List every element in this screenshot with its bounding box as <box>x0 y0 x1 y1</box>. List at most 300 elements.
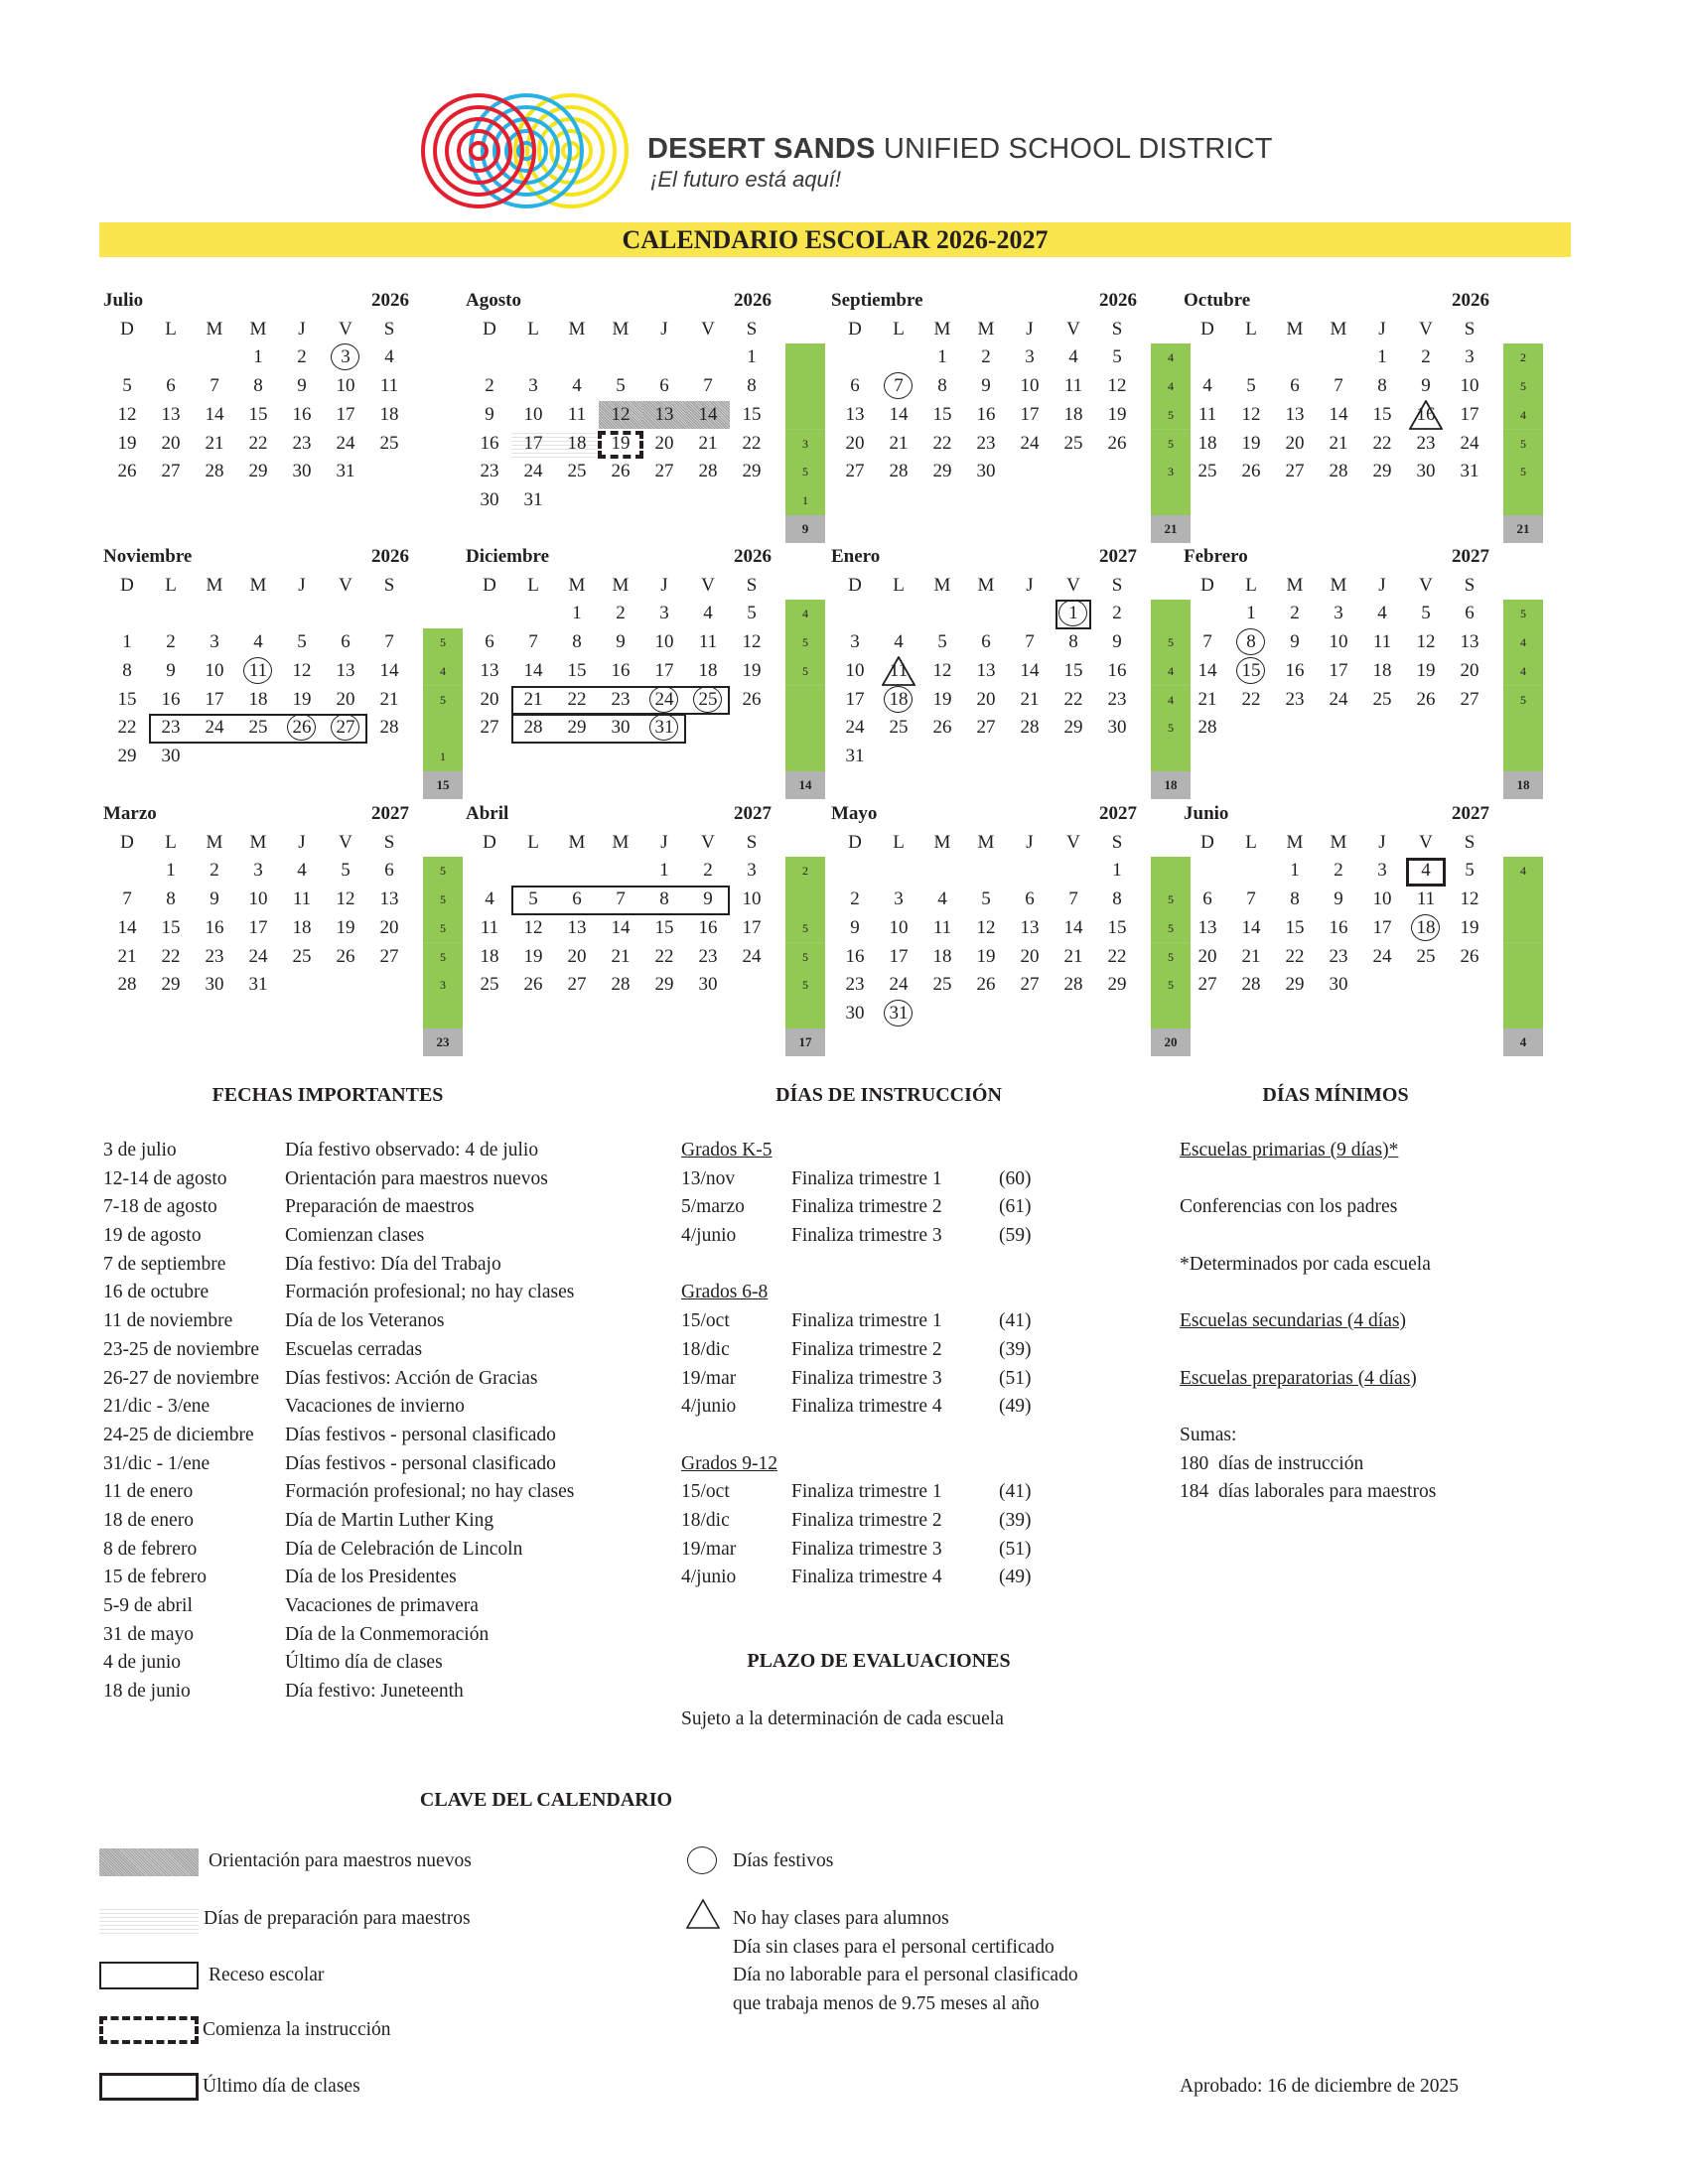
day-cell <box>280 943 324 972</box>
day-number: 8 <box>937 375 947 397</box>
day-number: 15 <box>1107 916 1127 938</box>
plazo-text: Sujeto a la determinación de cada escuela <box>681 1708 1004 1729</box>
day-number: 4 <box>1377 603 1387 624</box>
day-number: 25 <box>889 717 909 739</box>
month-name: Abril <box>466 803 509 824</box>
month-instruction-total: 21 <box>1503 515 1543 544</box>
trimester-date: 5/marzo <box>681 1196 745 1218</box>
fecha-date: 18 de junio <box>103 1681 191 1703</box>
trimester-row <box>681 1478 1078 1507</box>
weekday-label: S <box>746 831 758 853</box>
fecha-desc: Escuelas cerradas <box>285 1338 423 1360</box>
day-cell <box>964 430 1008 459</box>
weekday-label: M <box>977 831 995 853</box>
day-cell <box>236 886 280 914</box>
day-cell <box>1186 971 1229 1000</box>
day-cell <box>1186 372 1229 401</box>
day-number: 8 <box>122 659 132 681</box>
day-number: 23 <box>845 974 865 996</box>
day-cell <box>280 401 324 430</box>
day-number: 11 <box>1372 631 1392 653</box>
day-cell <box>555 628 599 657</box>
day-cell <box>920 714 964 743</box>
day-number: 18 <box>567 432 587 454</box>
day-number: 6 <box>981 631 991 653</box>
day-cell <box>1448 430 1491 459</box>
day-number: 16 <box>161 688 181 710</box>
day-cell <box>236 401 280 430</box>
month-julio <box>99 287 472 545</box>
day-cell <box>833 401 877 430</box>
day-cell <box>1273 914 1317 943</box>
day-number: 19 <box>1416 659 1436 681</box>
day-cell <box>105 971 149 1000</box>
week-instruction-days: 4 <box>785 600 825 629</box>
weekday-label: M <box>612 831 630 853</box>
key-no-clases-4: que trabaja menos de 9.75 meses al año <box>733 1993 1040 2015</box>
day-number: 7 <box>616 888 626 910</box>
day-number: 30 <box>480 488 499 510</box>
fecha-date: 3 de julio <box>103 1140 177 1160</box>
day-cell <box>964 886 1008 914</box>
day-number: 28 <box>1020 717 1040 739</box>
day-number: 21 <box>1241 945 1261 967</box>
day-cell <box>730 686 774 715</box>
month-mayo <box>827 800 1199 1058</box>
weekday-label: J <box>660 318 668 340</box>
weekday-label: M <box>568 318 586 340</box>
key-preparacion: Días de preparación para maestros <box>204 1908 471 1929</box>
day-number: 19 <box>523 945 543 967</box>
day-cell <box>1008 686 1052 715</box>
day-number: 9 <box>166 659 176 681</box>
fecha-date: 5-9 de abril <box>103 1595 193 1616</box>
day-cell <box>468 886 511 914</box>
day-number: 7 <box>703 375 713 397</box>
day-cell <box>599 686 642 715</box>
day-cell <box>193 628 236 657</box>
day-number: 20 <box>1020 945 1040 967</box>
day-cell <box>555 914 599 943</box>
day-cell <box>193 914 236 943</box>
day-cell <box>236 857 280 886</box>
day-number: 16 <box>845 945 865 967</box>
day-cell <box>730 628 774 657</box>
week-instruction-days <box>423 714 463 744</box>
day-cell <box>193 886 236 914</box>
day-number: 13 <box>845 403 865 425</box>
fecha-date: 12-14 de agosto <box>103 1167 227 1189</box>
week-instruction-days <box>1503 971 1543 1001</box>
day-number: 21 <box>1329 432 1348 454</box>
day-cell <box>877 430 920 459</box>
trimester-date: 4/junio <box>681 1396 737 1418</box>
day-cell <box>367 686 411 715</box>
weekday-label: D <box>848 574 862 596</box>
trimester-date: 18/dic <box>681 1338 730 1360</box>
day-number: 18 <box>1063 403 1083 425</box>
day-number: 30 <box>698 974 718 996</box>
weekday-label: L <box>893 318 905 340</box>
day-cell <box>367 343 411 372</box>
day-number: 9 <box>1112 631 1122 653</box>
day-number: 26 <box>932 717 952 739</box>
trimester-days: (39) <box>999 1509 1032 1531</box>
day-number: 11 <box>1197 403 1217 425</box>
day-cell <box>1052 943 1095 972</box>
trimester-date: 4/junio <box>681 1225 737 1247</box>
day-cell <box>555 686 599 715</box>
day-cell <box>1229 886 1273 914</box>
weekday-label: L <box>165 574 177 596</box>
day-cell <box>236 943 280 972</box>
day-cell <box>1273 628 1317 657</box>
week-instruction-days: 5 <box>1151 714 1191 744</box>
day-number: 17 <box>1460 403 1479 425</box>
day-cell <box>280 886 324 914</box>
day-number: 25 <box>480 974 499 996</box>
day-number: 9 <box>981 375 991 397</box>
day-cell <box>1229 401 1273 430</box>
day-number: 12 <box>742 631 762 653</box>
day-number: 12 <box>932 659 952 681</box>
day-cell <box>730 657 774 686</box>
week-instruction-days: 5 <box>1151 971 1191 1001</box>
day-number: 10 <box>336 375 355 397</box>
day-number: 1 <box>122 631 132 653</box>
trimester-row <box>681 1507 1078 1536</box>
day-cell <box>642 971 686 1000</box>
day-cell <box>686 686 730 715</box>
day-number: 26 <box>523 974 543 996</box>
week-instruction-days: 5 <box>1503 600 1543 629</box>
no-school-triangle-icon <box>685 1898 721 1930</box>
day-cell <box>511 628 555 657</box>
trimester-days: (51) <box>999 1367 1032 1389</box>
day-cell <box>642 372 686 401</box>
fecha-date: 31 de mayo <box>103 1623 194 1645</box>
day-number: 20 <box>1197 945 1217 967</box>
day-cell <box>324 914 367 943</box>
day-cell <box>105 372 149 401</box>
day-number: 25 <box>1197 461 1217 482</box>
weekday-label: V <box>1419 318 1433 340</box>
day-cell <box>599 458 642 486</box>
day-cell <box>877 372 920 401</box>
day-cell <box>1095 600 1139 628</box>
month-instruction-total: 21 <box>1151 515 1191 544</box>
day-number: 26 <box>976 974 996 996</box>
day-number: 20 <box>336 688 355 710</box>
no-school-triangle-icon <box>882 656 915 686</box>
day-number: 11 <box>698 631 718 653</box>
day-number: 17 <box>1329 659 1348 681</box>
weekday-label: L <box>893 831 905 853</box>
trimester-label: Finaliza trimestre 2 <box>791 1338 942 1360</box>
day-number: 13 <box>336 659 355 681</box>
fecha-desc: Día de Celebración de Lincoln <box>285 1538 523 1560</box>
day-number: 8 <box>1290 888 1300 910</box>
day-number: 13 <box>480 659 499 681</box>
holiday-circle-icon <box>1058 600 1087 626</box>
month-year: 2027 <box>1452 546 1489 567</box>
day-cell <box>1448 600 1491 628</box>
weekday-label: V <box>1066 831 1080 853</box>
day-number: 14 <box>1329 403 1348 425</box>
day-number: 29 <box>248 461 268 482</box>
weekday-label: V <box>701 831 715 853</box>
weekday-label: M <box>933 574 951 596</box>
day-number: 11 <box>1063 375 1083 397</box>
day-cell <box>149 914 193 943</box>
day-number: 8 <box>1068 631 1078 653</box>
day-cell <box>324 686 367 715</box>
instruccion-list <box>681 1137 1078 1621</box>
day-cell <box>468 943 511 972</box>
day-number: 5 <box>528 888 538 910</box>
day-number: 7 <box>1068 888 1078 910</box>
day-number: 27 <box>567 974 587 996</box>
week-instruction-days: 5 <box>1151 914 1191 944</box>
day-number: 9 <box>1334 888 1343 910</box>
trimester-days: (60) <box>999 1167 1032 1189</box>
day-number: 18 <box>480 945 499 967</box>
day-number: 19 <box>1241 432 1261 454</box>
day-cell <box>686 971 730 1000</box>
day-number: 17 <box>523 432 543 454</box>
day-cell <box>149 857 193 886</box>
day-number: 5 <box>1465 860 1475 882</box>
week-instruction-days <box>785 1000 825 1029</box>
day-cell <box>511 430 555 459</box>
day-cell <box>1448 914 1491 943</box>
day-number: 1 <box>1068 603 1078 624</box>
day-cell <box>1052 372 1095 401</box>
day-cell <box>1095 401 1139 430</box>
day-cell <box>324 372 367 401</box>
trimester-label: Finaliza trimestre 2 <box>791 1196 942 1218</box>
month-instruction-total: 17 <box>785 1028 825 1057</box>
plazo-heading: PLAZO DE EVALUACIONES <box>747 1650 1011 1672</box>
day-cell <box>149 430 193 459</box>
day-cell <box>1229 914 1273 943</box>
day-cell <box>280 914 324 943</box>
day-cell <box>833 686 877 715</box>
month-junio <box>1180 800 1552 1058</box>
day-cell <box>280 372 324 401</box>
day-cell <box>833 1000 877 1028</box>
day-number: 6 <box>1025 888 1035 910</box>
day-cell <box>1008 657 1052 686</box>
weekday-label: L <box>527 831 539 853</box>
weekday-label: S <box>1464 574 1476 596</box>
week-instruction-days <box>785 401 825 431</box>
day-cell <box>642 857 686 886</box>
day-cell <box>642 714 686 743</box>
day-number: 8 <box>166 888 176 910</box>
day-number: 20 <box>1460 659 1479 681</box>
day-cell <box>1273 857 1317 886</box>
weekday-label: S <box>1111 318 1123 340</box>
day-cell <box>964 943 1008 972</box>
fecha-desc: Días festivos: Acción de Gracias <box>285 1367 538 1389</box>
trimester-date: 4/junio <box>681 1567 737 1588</box>
day-number: 20 <box>976 688 996 710</box>
day-number: 3 <box>253 860 263 882</box>
weekday-label: J <box>1378 574 1386 596</box>
weekday-label: D <box>120 574 134 596</box>
day-cell <box>1052 401 1095 430</box>
day-number: 28 <box>117 974 137 996</box>
day-number: 28 <box>1241 974 1261 996</box>
day-cell <box>468 486 511 515</box>
minimos-secundarias: Escuelas secundarias (4 días) <box>1180 1310 1406 1332</box>
spacer <box>681 1251 1078 1280</box>
month-year: 2026 <box>734 546 772 567</box>
day-number: 12 <box>336 888 355 910</box>
day-cell <box>642 430 686 459</box>
day-number: 3 <box>894 888 904 910</box>
fecha-date: 18 de enero <box>103 1509 194 1531</box>
day-number: 11 <box>248 659 268 681</box>
day-number: 3 <box>528 375 538 397</box>
day-cell <box>833 657 877 686</box>
holiday-circle-icon <box>1236 657 1265 684</box>
day-number: 13 <box>1197 916 1217 938</box>
day-number: 1 <box>166 860 176 882</box>
day-number: 9 <box>210 888 219 910</box>
day-cell <box>1273 430 1317 459</box>
day-cell <box>324 401 367 430</box>
spacer <box>681 1592 1078 1621</box>
day-number: 5 <box>1112 346 1122 368</box>
month-noviembre <box>99 543 472 801</box>
day-cell <box>686 657 730 686</box>
day-number: 4 <box>1421 860 1431 882</box>
district-logo <box>417 91 635 210</box>
day-number: 10 <box>523 403 543 425</box>
day-number: 17 <box>205 688 224 710</box>
day-number: 9 <box>850 916 860 938</box>
weekday-label: J <box>1026 318 1034 340</box>
fecha-desc: Días festivos - personal clasificado <box>285 1452 556 1474</box>
day-cell <box>1273 600 1317 628</box>
day-number: 29 <box>161 974 181 996</box>
fecha-date: 7 de septiembre <box>103 1253 226 1275</box>
day-cell <box>236 657 280 686</box>
day-number: 2 <box>1112 603 1122 624</box>
day-cell <box>1404 458 1448 486</box>
day-number: 11 <box>292 888 312 910</box>
day-cell <box>149 971 193 1000</box>
day-number: 6 <box>485 631 494 653</box>
day-number: 7 <box>528 631 538 653</box>
orientation-swatch <box>99 1848 199 1876</box>
week-instruction-days: 5 <box>423 943 463 973</box>
day-cell <box>920 657 964 686</box>
day-number: 22 <box>1063 688 1083 710</box>
day-number: 10 <box>205 659 224 681</box>
day-number: 16 <box>1416 403 1436 425</box>
fecha-desc: Último día de clases <box>285 1652 443 1674</box>
day-cell <box>1186 458 1229 486</box>
day-cell <box>1360 914 1404 943</box>
day-number: 10 <box>1372 888 1392 910</box>
day-cell <box>1008 343 1052 372</box>
day-cell <box>280 857 324 886</box>
day-number: 16 <box>698 916 718 938</box>
trimester-label: Finaliza trimestre 1 <box>791 1481 942 1503</box>
key-no-clases-3: Día no laborable para el personal clasificado <box>733 1965 1078 1986</box>
day-cell <box>833 914 877 943</box>
holiday-circle-icon <box>884 686 913 713</box>
week-instruction-days: 5 <box>785 458 825 487</box>
day-number: 3 <box>210 631 219 653</box>
fecha-desc: Día de Martin Luther King <box>285 1509 494 1531</box>
day-cell <box>280 430 324 459</box>
week-instruction-days: 5 <box>1503 372 1543 402</box>
key-ultimo: Último día de clases <box>203 2076 360 2097</box>
day-cell <box>1360 943 1404 972</box>
day-number: 27 <box>1460 688 1479 710</box>
day-number: 16 <box>1285 659 1305 681</box>
weekday-label: M <box>977 318 995 340</box>
day-cell <box>1448 343 1491 372</box>
day-number: 19 <box>117 432 137 454</box>
day-cell <box>555 971 599 1000</box>
day-cell <box>555 600 599 628</box>
weekday-label: M <box>568 574 586 596</box>
day-cell <box>193 971 236 1000</box>
fecha-desc: Días festivos - personal clasificado <box>285 1424 556 1445</box>
day-cell <box>1273 686 1317 715</box>
day-number: 15 <box>1285 916 1305 938</box>
trimester-label: Finaliza trimestre 4 <box>791 1567 942 1588</box>
month-diciembre <box>462 543 834 801</box>
holiday-circle-icon <box>243 657 272 684</box>
day-cell <box>877 458 920 486</box>
day-number: 26 <box>611 461 631 482</box>
week-instruction-days: 5 <box>1503 458 1543 487</box>
week-instruction-days: 3 <box>423 971 463 1001</box>
day-cell <box>1052 686 1095 715</box>
day-number: 26 <box>1241 461 1261 482</box>
day-number: 22 <box>932 432 952 454</box>
trimester-label: Finaliza trimestre 3 <box>791 1367 942 1389</box>
day-number: 14 <box>611 916 631 938</box>
day-number: 22 <box>742 432 762 454</box>
day-cell <box>1095 857 1139 886</box>
day-number: 17 <box>1372 916 1392 938</box>
day-number: 29 <box>1063 717 1083 739</box>
day-cell <box>236 458 280 486</box>
week-instruction-days: 5 <box>785 628 825 658</box>
day-number: 15 <box>1241 659 1261 681</box>
day-cell <box>367 401 411 430</box>
day-cell <box>149 401 193 430</box>
trimester-days: (61) <box>999 1196 1032 1218</box>
day-number: 9 <box>485 403 494 425</box>
fecha-desc: Formación profesional; no hay clases <box>285 1481 575 1503</box>
day-cell <box>877 686 920 715</box>
day-cell <box>511 372 555 401</box>
day-number: 22 <box>1372 432 1392 454</box>
weekday-label: D <box>1200 831 1214 853</box>
day-cell <box>1360 628 1404 657</box>
day-cell <box>1448 657 1491 686</box>
day-cell <box>149 714 193 743</box>
day-cell <box>324 458 367 486</box>
